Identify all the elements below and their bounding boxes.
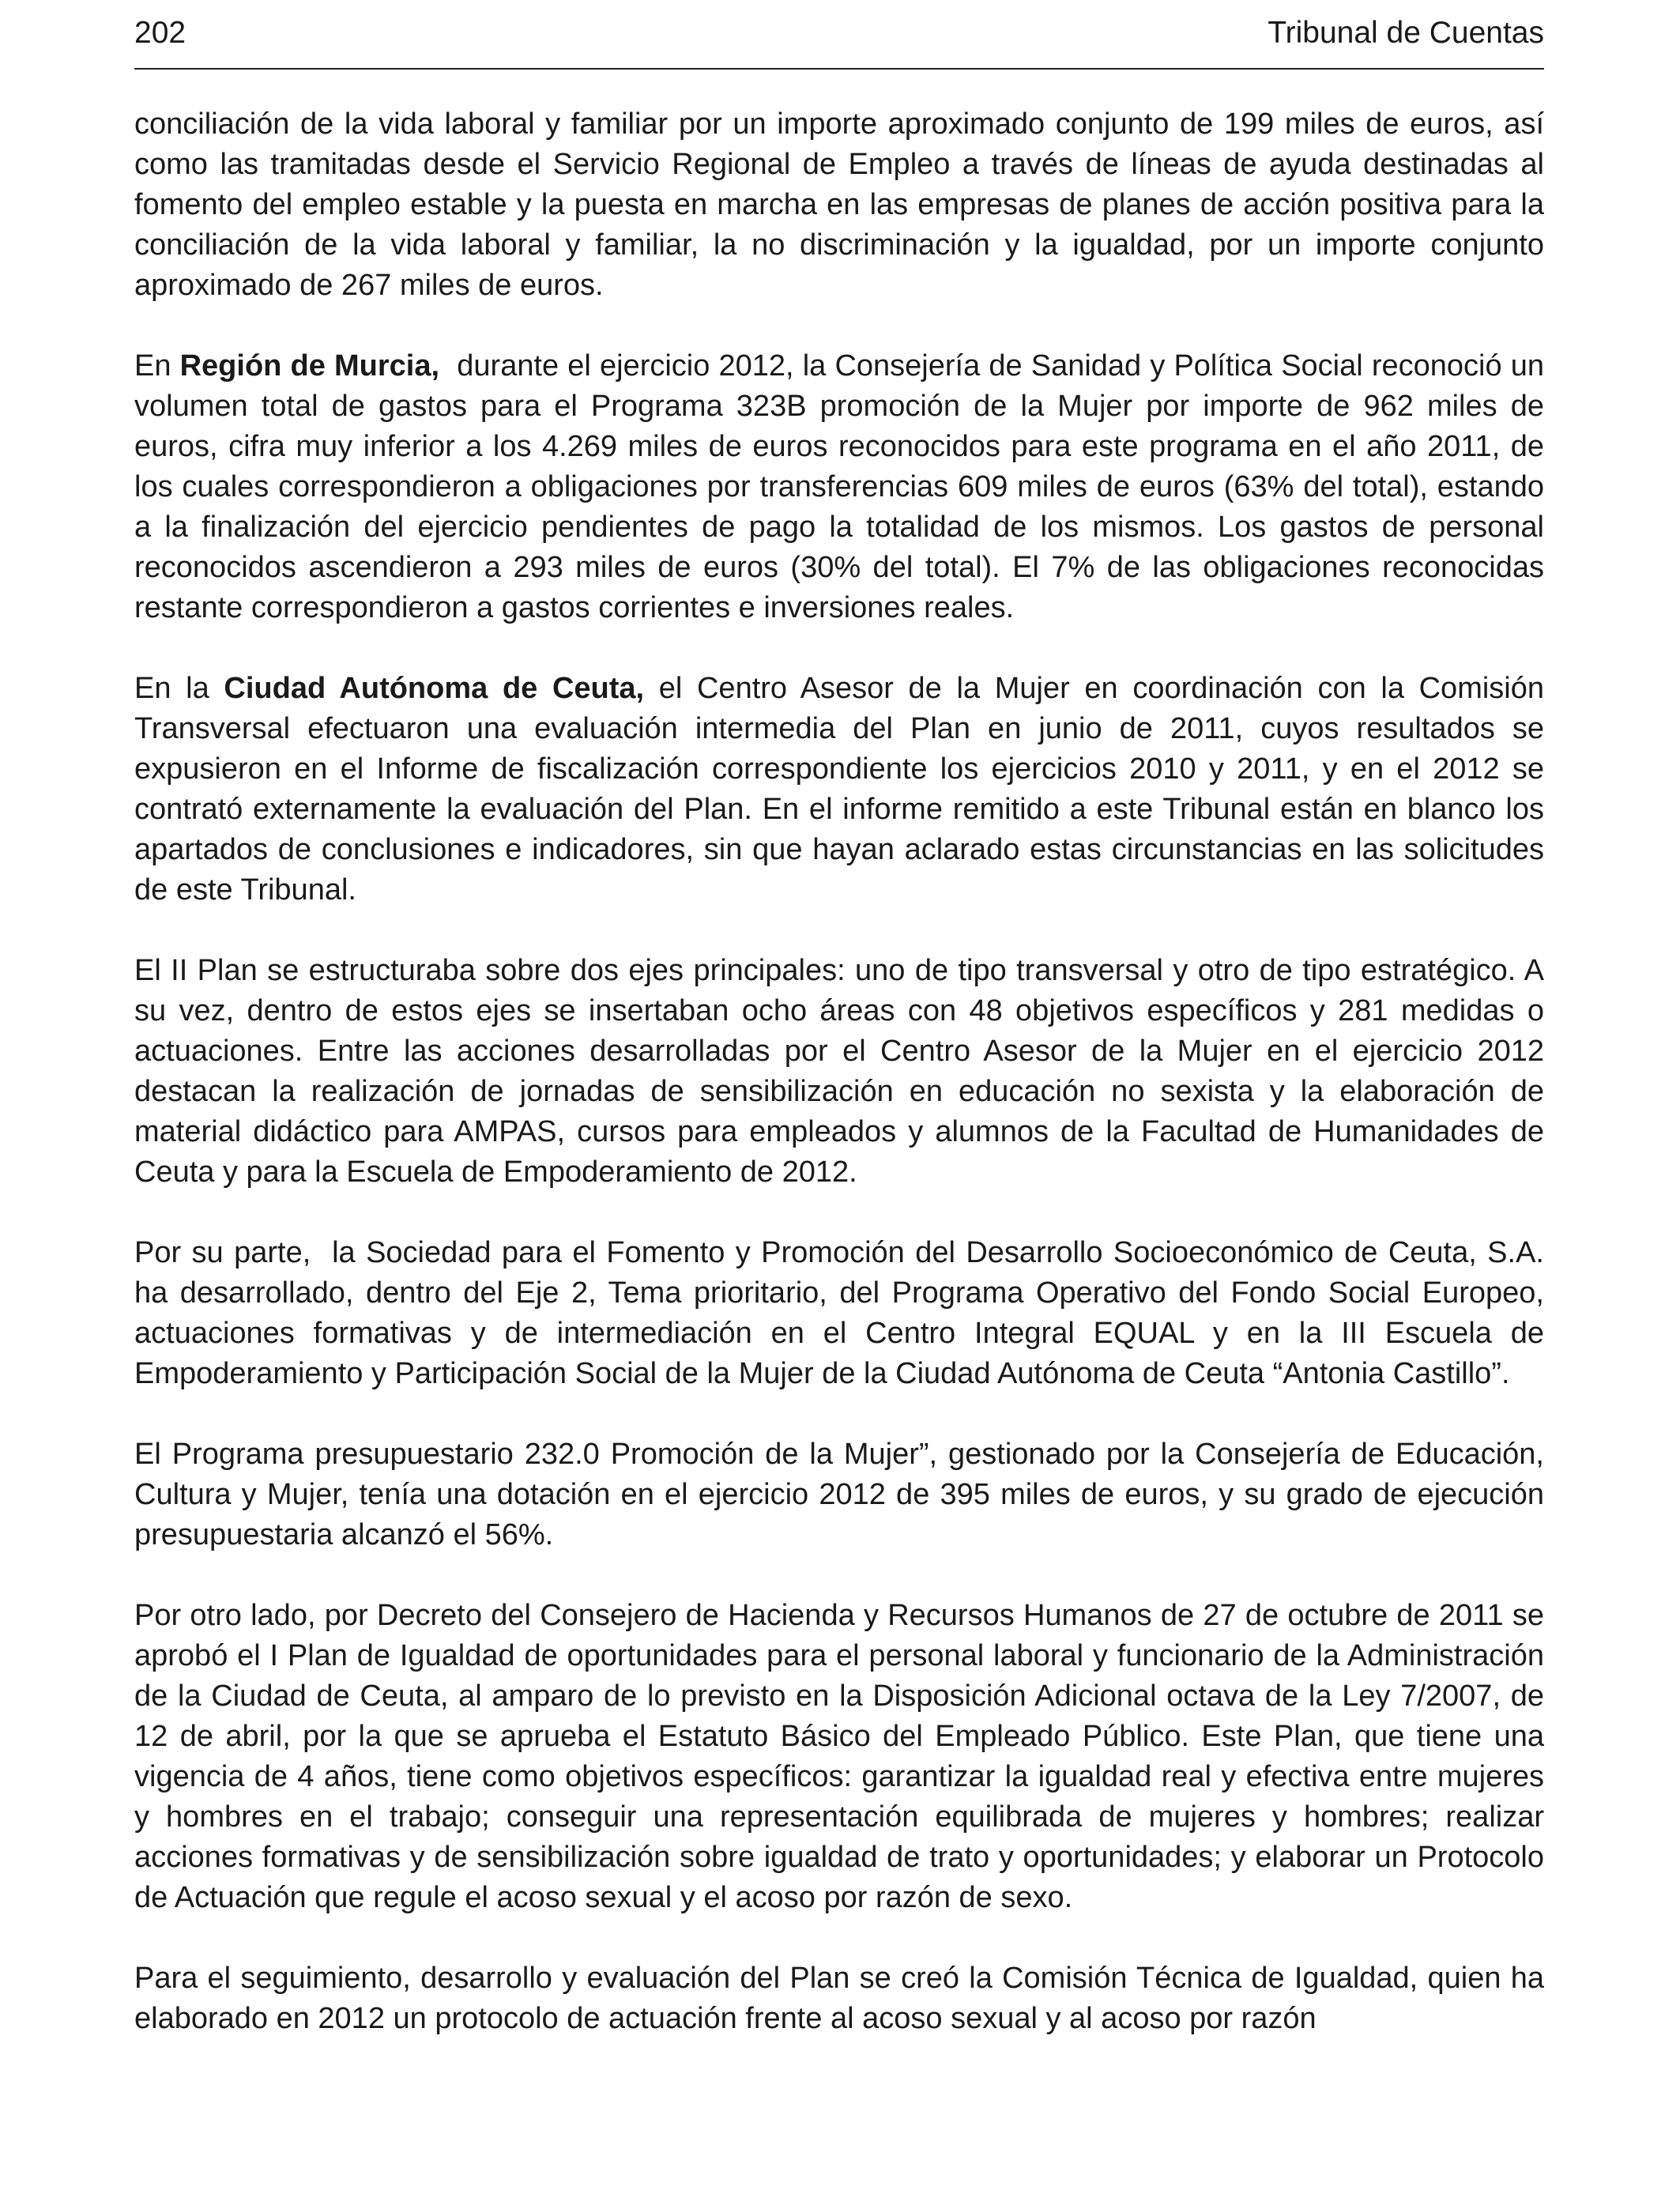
region-name-bold: Región de Murcia, bbox=[179, 349, 440, 383]
page-header bbox=[134, 11, 1544, 70]
paragraph-text: conciliación de la vida laboral y familiar por un importe aproximado conjunto de 199 miles de euros, así como las tramitadas desde el Servicio Regional de Empleo a través de líneas de ayuda destinadas al fomento del empleo estable y la puesta en marcha en las empresas de planes de acción positiva para la conciliación de la vida laboral y familiar, la no discriminación y la igualdad, por un importe conjunto aproximado de 267 miles de euros. bbox=[134, 107, 1544, 302]
paragraph-lead: En bbox=[134, 349, 180, 383]
paragraph-region-de-murcia bbox=[134, 346, 1553, 628]
paragraph-text: El II Plan se estructuraba sobre dos ejes principales: uno de tipo transversal y otro de tipo estratégico. A su vez, dentro de estos ejes se insertaban ocho áreas con 48 objetivos específicos y 281 medidas o actuaciones. Entre las acciones desarrolladas por el Centro Asesor de la Mujer en el ejercicio 2012 destacan la realización de jornadas de sensibilización en educación no sexista y la elaboración de material didáctico para AMPAS, cursos para empleados y alumnos de la Facultad de Humanidades de Ceuta y para la Escuela de Empoderamiento de 2012. bbox=[134, 954, 1544, 1189]
paragraph-6 bbox=[134, 1434, 1544, 1555]
paragraph-text: Por otro lado, por Decreto del Consejero de Hacienda y Recursos Humanos de 27 de octubre de 2011 se aprobó el I Plan de Igualdad de oportunidades para el personal laboral y funcionario de la Administración de la Ciudad de Ceuta, al amparo de lo previsto en la Disposición Adicional octava de la Ley 7/2007, de 12 de abril, por la que se aprueba el Estatuto Básico del Empleado Público. Este Plan, que tiene una vigencia de 4 años, tiene como objetivos específicos: garantizar la igualdad real y efectiva entre mujeres y hombres en el trabajo; conseguir una representación equilibrada de mujeres y hombres; realizar acciones formativas y de sensibilización sobre igualdad de trato y oportunidades; y elaborar un Protocolo de Actuación que regule el acoso sexual y el acoso por razón de sexo. bbox=[134, 1599, 1544, 1914]
paragraph-text: Para el seguimiento, desarrollo y evaluación del Plan se creó la Comisión Técnica de Igualdad, quien ha elaborado en 2012 un protocolo de actuación frente al acoso sexual y al acoso por razón bbox=[134, 1962, 1544, 2035]
region-name-bold: Ciudad Autónoma de Ceuta, bbox=[224, 672, 645, 705]
paragraph-8 bbox=[134, 1958, 1544, 2039]
running-title: Tribunal de Cuentas bbox=[1268, 16, 1544, 50]
paragraph-lead: En la bbox=[134, 672, 224, 705]
paragraph-text: durante el ejercicio 2012, la Consejería de Sanidad y Política Social reconoció un volumen total de gastos para el Programa 323B promoción de la Mujer por importe de 962 miles de euros, cifra muy inferior a los 4.269 miles de euros reconocidos para este programa en el año 2011, de los cuales correspondieron a obligaciones por transferencias 609 miles de euros (63% del total), estando a la finalización del ejercicio pendientes de pago la totalidad de los mismos. Los gastos de personal reconocidos ascendieron a 293 miles de euros (30% del total). El 7% de las obligaciones reconocidas restante correspondieron a gastos corrientes e inversiones reales. bbox=[134, 349, 1553, 624]
paragraph-4 bbox=[134, 951, 1544, 1193]
document-page bbox=[134, 0, 1553, 2039]
paragraph-text: el Centro Asesor de la Mujer en coordinación con la Comisión Transversal efectuaron una evaluación intermedia del Plan en junio de 2011, cuyos resultados se expusieron en el Informe de fiscalización correspondiente los ejercicios 2010 y 2011, y en el 2012 se contrató externamente la evaluación del Plan. En el informe remitido a este Tribunal están en blanco los apartados de conclusiones e indicadores, sin que hayan aclarado estas circunstancias en las solicitudes de este Tribunal. bbox=[134, 672, 1545, 907]
paragraph-text: El Programa presupuestario 232.0 Promoción de la Mujer”, gestionado por la Consejería de Educación, Cultura y Mujer, tenía una dotación en el ejercicio 2012 de 395 miles de euros, y su grado de ejecución presupuestaria alcanzó el 56%. bbox=[134, 1438, 1544, 1551]
page-number: 202 bbox=[134, 16, 186, 50]
paragraph-text: Por su parte, la Sociedad para el Fomento y Promoción del Desarrollo Socioeconómico de Ceuta, S.A. ha desarrollado, dentro del Eje 2, Tema prioritario, del Programa Operativo del Fondo Social Europeo, actuaciones formativas y de intermediación en el Centro Integral EQUAL y en la III Escuela de Empoderamiento y Participación Social de la Mujer de la Ciudad Autónoma de Ceuta “Antonia Castillo”. bbox=[134, 1236, 1553, 1390]
document-body bbox=[134, 104, 1553, 2039]
paragraph-7 bbox=[134, 1596, 1544, 1918]
paragraph-5 bbox=[134, 1233, 1553, 1394]
paragraph-1 bbox=[134, 104, 1544, 306]
paragraph-ciudad-autonoma-de-ceuta bbox=[134, 669, 1544, 910]
